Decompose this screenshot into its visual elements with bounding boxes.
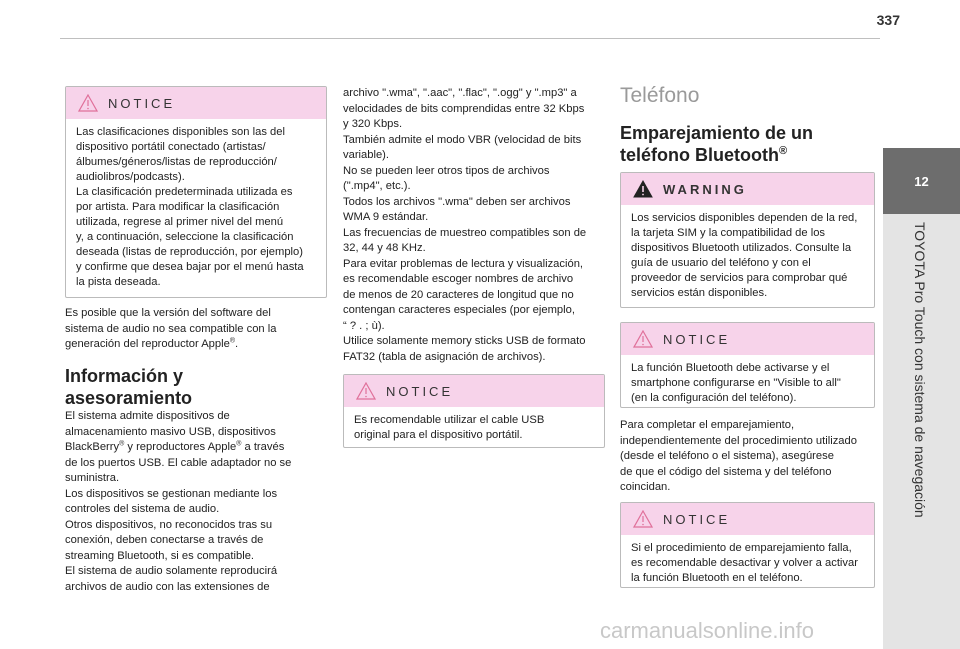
notice-line: Las clasificaciones disponibles son las del	[76, 126, 285, 138]
notice-line: deseada (listas de reproducción, por ejemplo)	[76, 246, 303, 258]
warning-line: la tarjeta SIM y la compatibilidad de los	[631, 227, 826, 239]
text-line: streaming Bluetooth, si es compatible.	[65, 549, 255, 562]
text-line: de menos de 20 caracteres de longitud que no	[343, 288, 574, 301]
notice-line: smartphone configurarse en "Visible to all"	[631, 377, 841, 389]
warning-line: dispositivos Bluetooth utilizados. Consulte la	[631, 242, 852, 254]
heading-line: teléfono Bluetooth®	[620, 145, 788, 165]
notice-line: Si el procedimiento de emparejamiento falla,	[631, 542, 852, 554]
notice-header	[66, 87, 326, 119]
notice-body	[621, 535, 874, 588]
text-line: El sistema de audio solamente reproducirá	[65, 565, 278, 577]
text-line: generación del reproductor Apple®.	[65, 337, 239, 350]
text-line: suministra.	[65, 472, 120, 484]
warning-triangle-icon	[633, 330, 653, 348]
heading-line: Información y	[65, 366, 184, 386]
notice-line: audiolibros/podcasts).	[76, 171, 185, 183]
watermark: carmanualsonline.info	[600, 618, 815, 643]
top-rule	[60, 38, 880, 39]
notice-body	[621, 355, 874, 408]
text-line: Otros dispositivos, no reconocidos tras su	[65, 518, 273, 531]
text-line: independientemente del procedimiento utilizado	[620, 434, 857, 447]
chapter-title: TOYOTA Pro Touch con sistema de navegación	[912, 222, 928, 518]
notice-line: original para el dispositivo portátil.	[354, 429, 523, 441]
warning-line: Los servicios disponibles dependen de la red,	[631, 212, 858, 224]
text-line: FAT32 (tabla de asignación de archivos).	[343, 350, 546, 363]
notice-line: utilizada, regrese al primer nivel del menú	[76, 216, 284, 228]
text-line: coincidan.	[620, 481, 671, 493]
text-line: Para evitar problemas de lectura y visualización,	[343, 257, 584, 270]
heading-bluetooth-pairing	[620, 122, 875, 166]
notice-label: NOTICE	[663, 511, 731, 527]
text-line: Las frecuencias de muestreo compatibles son de	[343, 226, 587, 239]
text-line: BlackBerry® y reproductores Apple® a través	[65, 440, 285, 453]
text-line: almacenamiento masivo USB, dispositivos	[65, 425, 276, 438]
notice-line: y, a continuación, seleccione la clasificación	[76, 231, 294, 243]
paragraph-usb-support	[65, 409, 327, 595]
text-line: controles del sistema de audio.	[65, 503, 220, 515]
notice-header	[344, 375, 604, 407]
warning-triangle-icon	[633, 510, 653, 528]
heading-line: Emparejamiento de un	[620, 123, 814, 143]
text-line: Todos los archivos ".wma" deben ser archivos	[343, 195, 571, 208]
text-line: es recomendable escoger nombres de archivo	[343, 273, 574, 285]
notice-header	[621, 503, 874, 535]
page-number: 337	[876, 12, 900, 28]
notice-body	[344, 407, 604, 448]
warning-line: proveedor de servicios para comprobar qué	[631, 272, 848, 284]
notice-line: y confirme que desea bajar por el menú hasta	[76, 261, 304, 273]
warning-body	[621, 205, 874, 307]
notice-line: por artista. Para modificar la clasificación	[76, 201, 280, 213]
warning-line: servicios están disponibles.	[631, 287, 768, 299]
text-line: sistema de audio no sea compatible con la	[65, 322, 277, 335]
text-line: de que el código del sistema y del teléfono	[620, 465, 832, 478]
notice-line: la función Bluetooth en el teléfono.	[631, 572, 803, 584]
text-line: velocidades de bits comprendidas entre 32 Kbps	[343, 102, 585, 115]
text-line: variable).	[343, 149, 390, 161]
text-line: (desde el teléfono o el sistema), asegúrese	[620, 450, 834, 462]
warning-triangle-icon	[78, 94, 98, 112]
notice-line: La clasificación predeterminada utilizada es	[76, 186, 293, 198]
text-line: archivo ".wma", ".aac", ".flac", ".ogg" y ".mp3" a	[343, 87, 577, 99]
notice-box-sorting	[65, 86, 327, 298]
text-line: contengan caracteres especiales (por ejemplo,	[343, 304, 575, 316]
text-line: 32, 44 y 48 KHz.	[343, 242, 426, 254]
text-line: y 320 Kbps.	[343, 118, 403, 130]
chapter-number: 12	[914, 173, 929, 189]
paragraph-file-formats	[343, 86, 605, 365]
notice-line: (en la configuración del teléfono).	[631, 392, 797, 404]
text-line: de los puertos USB. El cable adaptador no se	[65, 456, 292, 469]
warning-header	[621, 173, 874, 205]
notice-box-bluetooth-visible	[620, 322, 875, 408]
notice-body	[66, 119, 326, 296]
notice-label: NOTICE	[663, 331, 731, 347]
text-line: Para completar el emparejamiento,	[620, 419, 795, 431]
notice-line: dispositivo portátil conectado (artistas/	[76, 141, 266, 153]
warning-box-services	[620, 172, 875, 308]
notice-line: la pista deseada.	[76, 276, 161, 288]
text-line: “ ? . ; ù).	[343, 319, 385, 332]
notice-line: es recomendable desactivar y volver a activar	[631, 557, 858, 569]
notice-line: álbumes/géneros/listas de reproducción/	[76, 156, 277, 168]
text-line: conexión, deben conectarse a través de	[65, 534, 264, 546]
section-title: Teléfono	[620, 84, 700, 107]
text-line: (".mp4", etc.).	[343, 180, 411, 192]
notice-line: La función Bluetooth debe activarse y el	[631, 362, 830, 374]
chapter-tab	[883, 148, 960, 214]
notice-box-usb-cable	[343, 374, 605, 448]
text-line: El sistema admite dispositivos de	[65, 410, 230, 422]
text-line: Es posible que la versión del software del	[65, 307, 271, 319]
warning-triangle-icon	[633, 180, 653, 198]
paragraph-apple-compat	[65, 306, 327, 353]
notice-label: NOTICE	[108, 95, 176, 111]
text-line: No se pueden leer otros tipos de archivos	[343, 164, 550, 177]
notice-header	[621, 323, 874, 355]
text-line: archivos de audio con las extensiones de	[65, 580, 270, 593]
heading-info	[65, 365, 327, 409]
notice-label: NOTICE	[386, 383, 454, 399]
paragraph-pairing-code	[620, 418, 875, 496]
notice-box-pairing-fail	[620, 502, 875, 588]
warning-line: guía de usuario del teléfono y con el	[631, 257, 811, 269]
text-line: También admite el modo VBR (velocidad de bits	[343, 133, 582, 146]
heading-line: asesoramiento	[65, 388, 193, 408]
warning-label: WARNING	[663, 181, 747, 197]
warning-triangle-icon	[356, 382, 376, 400]
text-line: WMA 9 estándar.	[343, 211, 429, 223]
notice-line: Es recomendable utilizar el cable USB	[354, 414, 545, 426]
text-line: Los dispositivos se gestionan mediante los	[65, 487, 278, 500]
text-line: Utilice solamente memory sticks USB de formato	[343, 335, 586, 347]
